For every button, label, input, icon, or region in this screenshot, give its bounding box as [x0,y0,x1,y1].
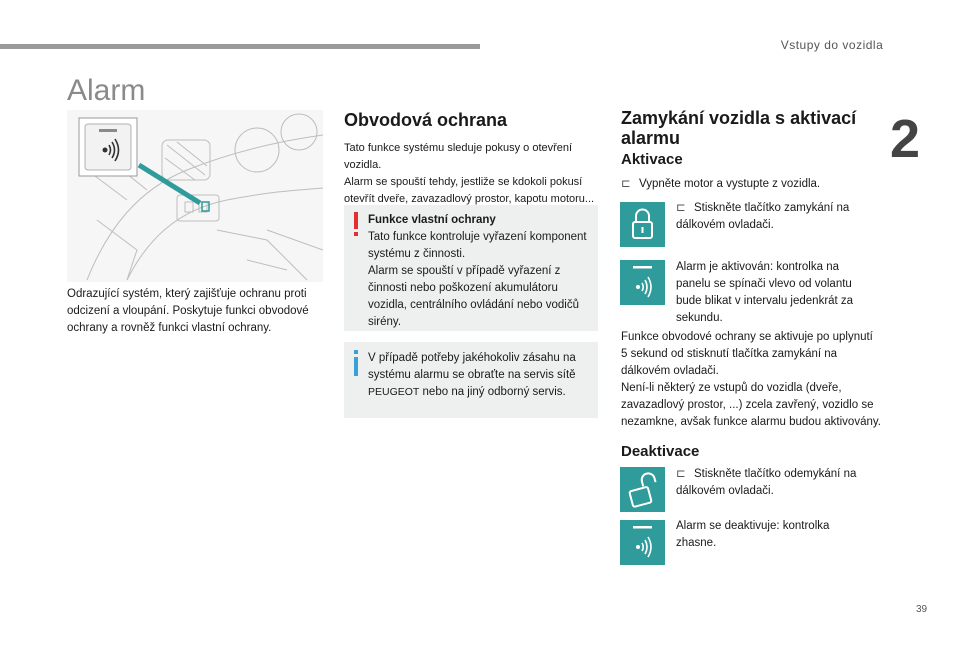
alarm-led-icon [620,520,665,565]
lock-tile [620,202,665,247]
page-title: Alarm [67,74,146,107]
step-unlock [676,466,876,500]
alarm-led-off-tile [620,520,665,565]
info-icon [351,350,361,376]
info-content [368,350,592,401]
locking-title: Zamykání vozidla s aktivací alarmu [621,108,857,148]
activation-para1: Funkce obvodové ochrany se aktivuje po uplynutí 5 sekund od stisknutí tlačítka zamykání na dálkovém ovladači. [621,331,873,377]
locking-section-title [621,108,881,148]
brand-name: PEUGEOT [368,386,420,398]
info-text [368,350,592,401]
warning-line2: Alarm se spouští v případě vyřazení z činnosti nebo poškození akumulátoru vozidla, centrálního ovládání nebo vodičů sirény. [368,265,579,328]
lock-icon [620,202,665,247]
perimeter-title: Obvodová ochrana [344,110,508,130]
step3-row [676,466,876,500]
deactivation-heading-wrap [621,443,699,460]
warning-icon [351,212,361,238]
step1-row [621,176,881,193]
deactivated-info [676,518,866,552]
activation-para2: Není-li některý ze vstupů do vozidla (dveře, zavazadlový prostor, ...) zcela zavřený, vozidlo se nezamkne, avšak funkce alarmu budou aktivovány. [621,382,881,428]
bullet-icon: ⊏ [676,202,686,214]
step-lock [676,200,876,234]
unlock-tile [620,467,665,512]
step3-text: Stiskněte tlačítko odemykání na dálkovém ovladači. [676,468,857,497]
unlock-icon [620,467,665,512]
alarm-led-tile [620,260,665,305]
warning-content [368,212,592,331]
deactivation-title: Deaktivace [621,443,700,460]
activation-paragraphs [621,329,881,431]
warning-title: Funkce vlastní ochrany [368,214,496,226]
bullet-icon: ⊏ [621,178,631,190]
intro-text: Odrazující systém, který zajišťuje ochranu proti odcizení a vloupání. Poskytuje funkci obvodové ochrany a rovněž funkci vlastní ochrany. [67,288,309,334]
step2-text: Stiskněte tlačítko zamykání na dálkovém ovladači. [676,202,850,231]
page-number: 39 [916,604,928,615]
dashboard-illustration [67,110,323,282]
perimeter-line2: Alarm se spouští tehdy, jestliže se kdokoli pokusí otevřít dveře, zavazadlový prostor, kapotu motoru... [344,176,595,205]
step-engine-off [621,176,881,193]
perimeter-section [344,110,600,208]
activation-title: Aktivace [621,151,683,168]
info-text-after: nebo na jiný odborný servis. [419,386,566,398]
step2-row [676,200,876,234]
alarm-led-icon [620,260,665,305]
activation-heading-wrap [621,151,683,168]
chapter-number: 2 [890,109,921,169]
deactivated-text: Alarm se deaktivuje: kontrolka zhasne. [676,520,830,549]
activated-text: Alarm je aktivován: kontrolka na panelu se spínači vlevo od volantu bude blikat v intervalu jedenkrát za sekundu. [676,261,854,324]
intro-caption [67,286,325,337]
warning-line1: Tato funkce kontroluje vyřazení komponent systému z činnosti. [368,231,587,260]
perimeter-line1: Tato funkce systému sleduje pokusy o otevření vozidla. [344,142,573,171]
section-title: Vstupy do vozidla [780,38,884,52]
activated-info [676,259,876,327]
bullet-icon: ⊏ [676,468,686,480]
info-text-before: V případě potřeby jakéhokoliv zásahu na systému alarmu se obraťte na servis sítě [368,352,576,381]
dashboard-drawing [67,110,323,282]
header-bar [0,44,480,49]
step1-text: Vypněte motor a vystupte z vozidla. [639,178,821,190]
